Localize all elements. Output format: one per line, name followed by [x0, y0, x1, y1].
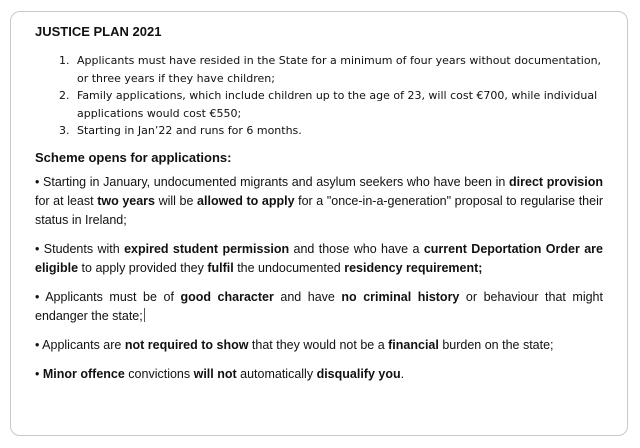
bullet-paragraph[interactable]	[35, 288, 603, 326]
body-text: • Students with	[35, 241, 125, 256]
document-body	[35, 24, 603, 394]
document-title: JUSTICE PLAN 2021	[35, 24, 162, 39]
body-text: the undocumented	[233, 260, 345, 275]
emphasis-text: two years	[97, 193, 155, 208]
bullet-paragraph	[35, 365, 603, 384]
section-heading: Scheme opens for applications:	[35, 149, 232, 165]
plan-list	[35, 52, 603, 140]
body-text: • Applicants must be of	[35, 289, 181, 304]
emphasis-text: no criminal history	[341, 289, 460, 304]
emphasis-text: fulfil	[207, 260, 234, 275]
body-text: and those who have a	[289, 241, 424, 256]
body-text: for at least	[35, 193, 98, 208]
emphasis-text: residency requirement;	[344, 260, 483, 275]
body-text: to apply provided they	[78, 260, 208, 275]
body-text: • Starting in January, undocumented migrants and asylum seekers who have been in	[35, 174, 510, 189]
bullet-paragraph	[35, 240, 603, 278]
plan-item: 1. Applicants must have resided in the State for a minimum of four years without documentation, or three years if they have children;	[73, 52, 603, 87]
body-text: will be	[155, 193, 198, 208]
body-text: convictions	[124, 366, 194, 381]
emphasis-text: current Deportation Order are eligible	[35, 241, 603, 275]
emphasis-text: good character	[180, 289, 274, 304]
plan-item: 2. Family applications, which include children up to the age of 23, will cost €700, while individual applications would cost €550;	[73, 87, 603, 122]
emphasis-text: allowed to apply	[197, 193, 295, 208]
document-card	[10, 11, 628, 436]
emphasis-text: financial	[388, 337, 439, 352]
body-text: and have	[273, 289, 342, 304]
emphasis-text: disqualify you	[316, 366, 401, 381]
body-text: automatically	[236, 366, 317, 381]
emphasis-text: not required to show	[124, 337, 249, 352]
body-text: or behaviour that might endanger the state;	[35, 289, 603, 323]
bullet-paragraph	[35, 336, 603, 355]
body-text: •	[35, 366, 43, 381]
emphasis-text: Minor offence	[42, 366, 125, 381]
body-text: • Applicants are	[35, 337, 125, 352]
emphasis-text: direct provision	[509, 174, 603, 189]
body-text: for a "once-in-a-generation" proposal to regularise their status in Ireland;	[35, 193, 604, 227]
body-text: that they would not be a	[248, 337, 389, 352]
emphasis-text: will not	[193, 366, 237, 381]
bullet-paragraph	[35, 173, 603, 230]
plan-item: 3. Starting in Jan’22 and runs for 6 months.	[73, 122, 603, 140]
text-cursor	[144, 308, 145, 322]
emphasis-text: expired student permission	[124, 241, 290, 256]
body-text: burden on the state;	[438, 337, 554, 352]
body-text: .	[400, 366, 405, 381]
